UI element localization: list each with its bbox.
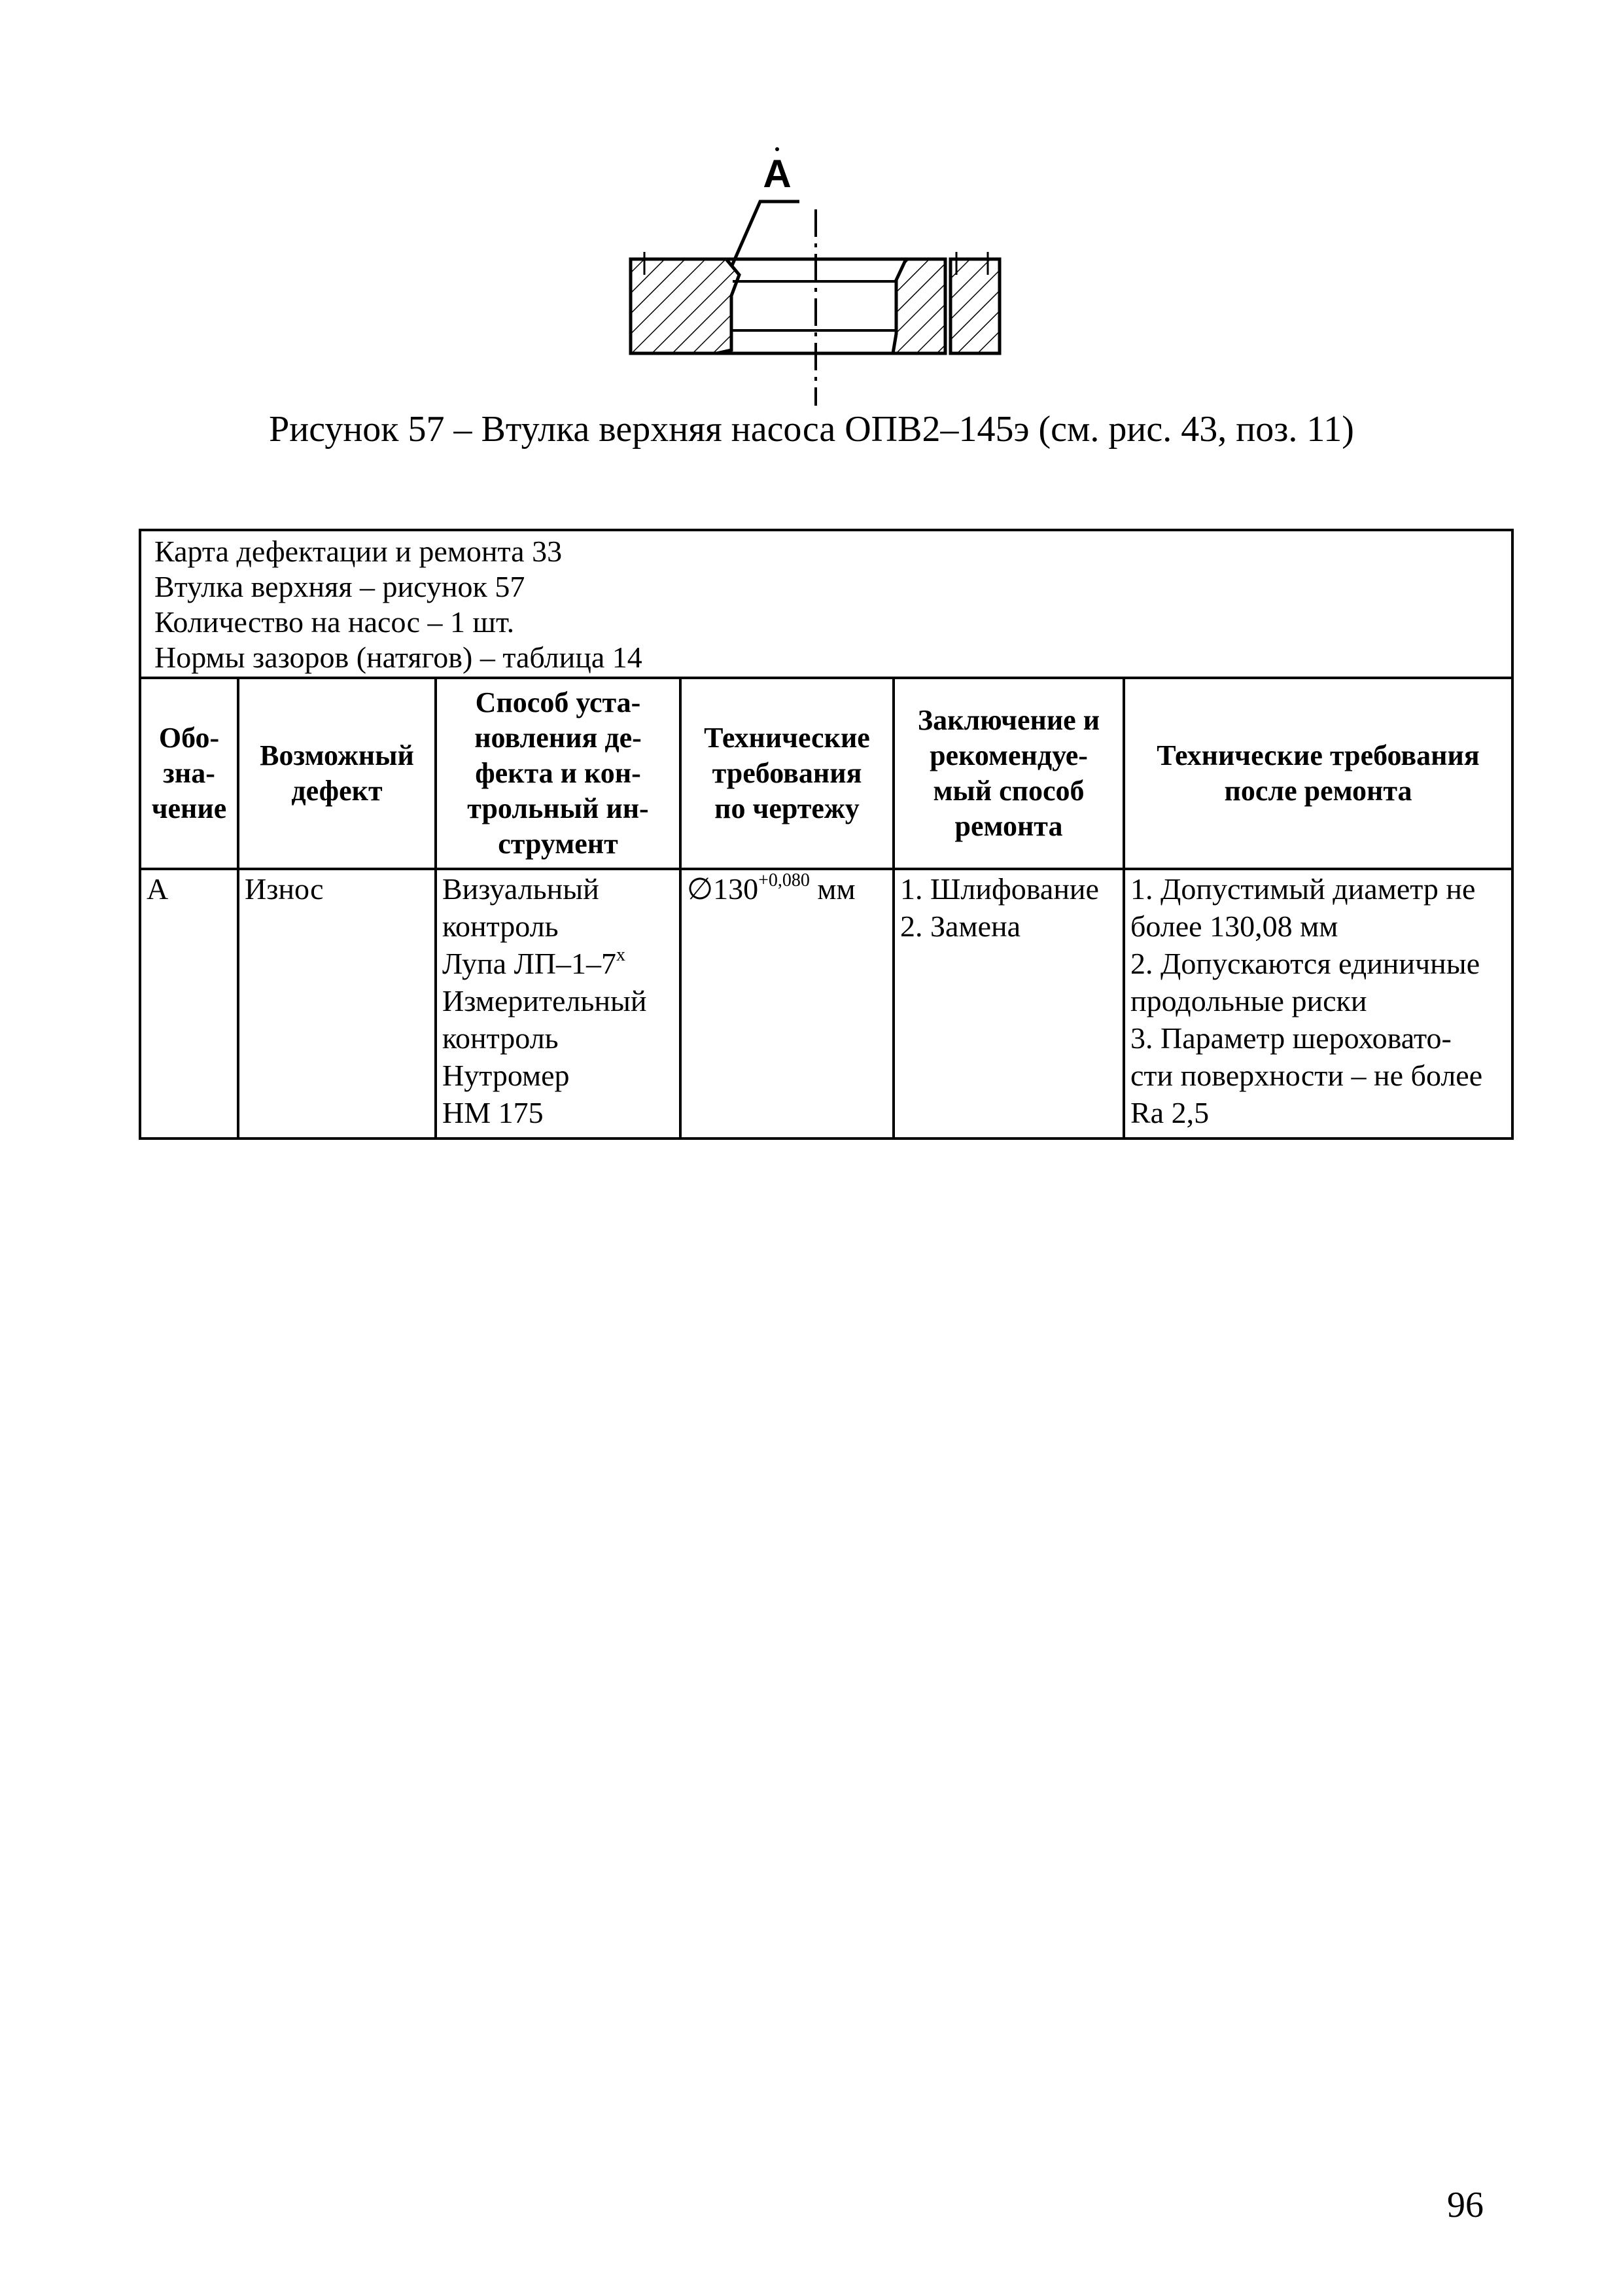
- cell-designation: А: [140, 869, 238, 1139]
- defect-repair-card: [139, 529, 1514, 1140]
- drawing-label-a: A: [763, 152, 792, 196]
- header-defect: Возможный дефект: [238, 678, 436, 869]
- header-row: [140, 678, 1512, 869]
- cell-defect: Износ: [238, 869, 436, 1139]
- card-info: [140, 530, 1512, 678]
- bushing-section: [631, 202, 1000, 406]
- bushing-section-drawing: [589, 131, 1034, 406]
- table-row: [140, 869, 1512, 1139]
- cell-method: Визуальный контроль Лупа $ЛП-1-7^х$ Измерительный контроль Нутромер НМ 175: [436, 869, 680, 1139]
- page-number: 96: [1447, 2185, 1484, 2225]
- header-designation: Обо- зна- чение: [140, 678, 238, 869]
- label-dot: [775, 147, 779, 151]
- figure-caption: Рисунок 57 – Втулка верхняя насоса ОПВ2–145э (см. рис. 43, поз. 11): [269, 409, 1354, 450]
- tolerance-sup: +0,080: [758, 870, 810, 891]
- cell-repair: 1. Шлифование 2. Замена: [894, 869, 1124, 1139]
- quantity: Количество на насос – 1 шт.: [154, 605, 515, 639]
- part-name: Втулка верхняя – рисунок 57: [154, 570, 525, 603]
- header-spec-after-repair: Технические требования после ремонта: [1124, 678, 1512, 869]
- card-title: Карта дефектации и ремонта 33: [154, 535, 563, 568]
- header-method: Способ уста- новления де- фекта и кон- трольный ин- струмент: [436, 678, 680, 869]
- header-conclusion: Заключение и рекомендуе- мый способ ремонта: [894, 678, 1124, 869]
- magnification-sup: х: [616, 944, 626, 965]
- header-spec-drawing: Технические требования по чертежу: [680, 678, 894, 869]
- cell-spec-drawing: $\emptyset 130^{+0,080}$ мм: [680, 869, 894, 1139]
- clearance-norms: Нормы зазоров (натягов) – таблица 14: [154, 641, 642, 674]
- cell-after-repair: 1. Допустимый диаметр не более 130,08 мм 2. Допускаются единичные продольные риски 3. Параметр шероховато- сти поверхности – не более Ra 2,5: [1124, 869, 1512, 1139]
